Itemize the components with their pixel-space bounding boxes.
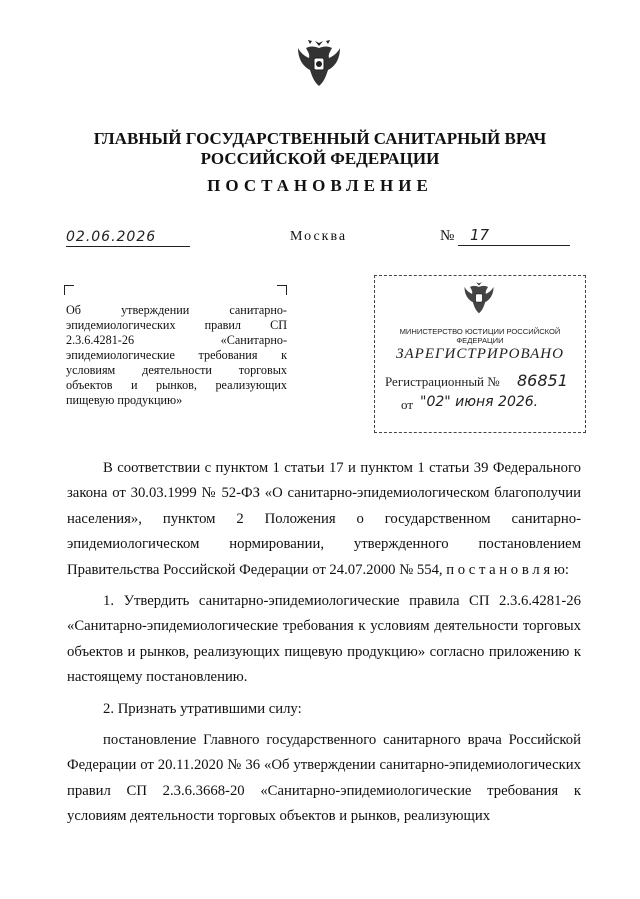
stamp-date-value: "02" июня 2026. <box>420 394 539 410</box>
document-city: Москва <box>290 229 348 244</box>
stamp-reg-label: Регистрационный № <box>385 374 500 389</box>
body-paragraph-1: В соответствии с пунктом 1 статьи 17 и пунктом 1 статьи 39 Федерального закона от 30.03.1999 № 52-ФЗ «О санитарно-эпидемиологическом благополучии населения», пунктом 2 Положения о государственном санитарно-эпидемиологическом нормировании, утвержденного постановлением Правительства Российской Федерации от 24.07.2000 № 554, п о с т а н о в л я ю: <box>67 460 581 578</box>
document-date: 02.06.2026 <box>66 229 157 245</box>
document-body <box>67 456 581 830</box>
body-paragraph-2: 1. Утвердить санитарно-эпидемиологические правила СП 2.3.6.4281-26 «Санитарно-эпидемиологические требования к условиям деятельности торговых объектов и рынков, реализующих пищевую продукцию» согласно приложению к настоящему постановлению. <box>67 593 581 686</box>
issuing-authority <box>60 129 580 169</box>
document-subject: Об утверждении санитарно-эпидемиологических правил СП 2.3.6.4281-26 «Санитарно-эпидемиологические требования к условиям деятельности торговых объектов и рынков, реализующих пищевую продукцию» <box>66 303 287 407</box>
number-underline <box>458 245 570 246</box>
subject-corner-left <box>64 285 74 295</box>
number-label: № <box>440 228 455 244</box>
stamp-coat-of-arms-icon <box>463 280 495 316</box>
stamp-ministry: МИНИСТЕРСТВО ЮСТИЦИИ РОССИЙСКОЙ ФЕДЕРАЦИИ <box>399 327 561 345</box>
coat-of-arms-icon <box>296 38 342 90</box>
stamp-registered: ЗАРЕГИСТРИРОВАНО <box>396 346 564 362</box>
subject-corner-right <box>277 285 287 295</box>
document-type: ПОСТАНОВЛЕНИЕ <box>207 176 433 195</box>
document-number: 17 <box>470 226 490 244</box>
stamp-reg-number: 86851 <box>517 371 568 390</box>
date-underline <box>66 246 190 247</box>
registration-stamp <box>374 275 586 433</box>
authority-line-1: ГЛАВНЫЙ ГОСУДАРСТВЕННЫЙ САНИТАРНЫЙ ВРАЧ <box>93 129 547 148</box>
body-paragraph-3: 2. Признать утратившими силу: <box>103 700 302 717</box>
body-paragraph-4: постановление Главного государственного санитарного врача Российской Федерации от 20.11.2020 № 36 «Об утверждении санитарно-эпидемиологических правил СП 2.3.6.3668-20 «Санитарно-эпидемиологические требования к условиям деятельности торговых объектов и рынков, реализующих <box>67 732 581 825</box>
authority-line-2: РОССИЙСКОЙ ФЕДЕРАЦИИ <box>200 149 440 168</box>
stamp-date-prefix: от <box>401 397 414 412</box>
